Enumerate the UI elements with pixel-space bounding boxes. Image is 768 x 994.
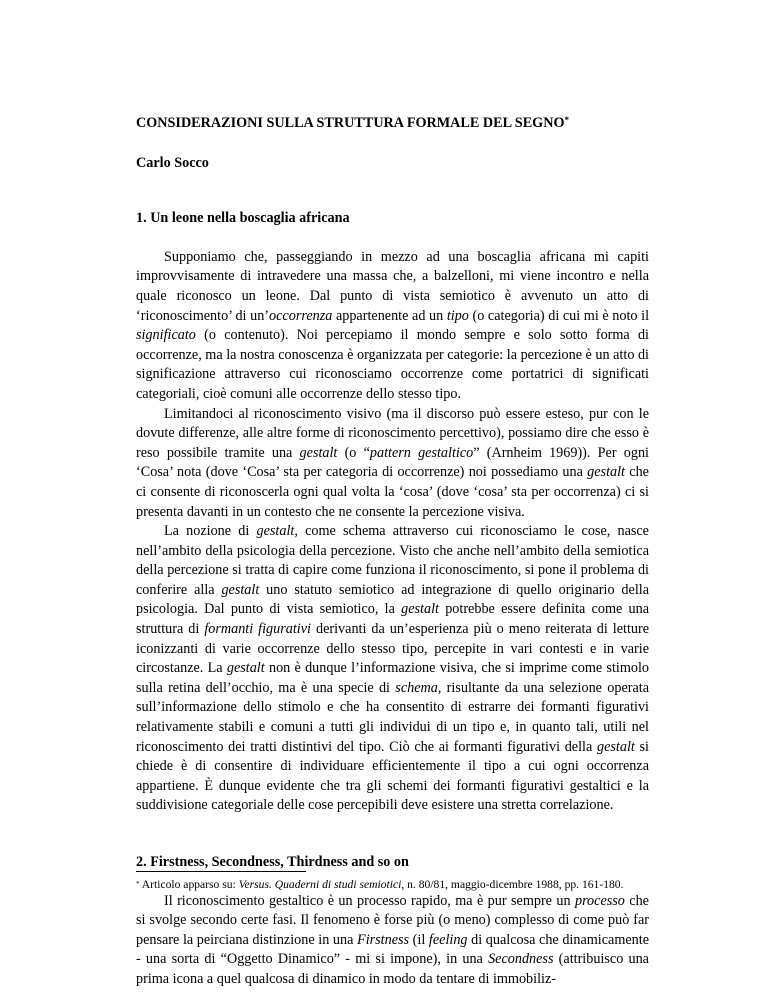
section-2-heading: 2. Firstness, Secondness, Thirdness and so on <box>136 854 409 870</box>
footnote: * Articolo apparso su: Versus. Quaderni di studi semiotici, n. 80/81, maggio-dicembre 1988, pp. 161-180. <box>136 878 624 891</box>
section-1-paragraph-3: La nozione di gestalt, come schema attraverso cui riconosciamo le cose, nasce nell’ambito della psicologia della percezione. Visto che anche nell’ambito della semiotica della percezione si tratta di capire come funziona il riconoscimento, si pone il problema di conferire alla gestalt uno statuto semiotico ad integrazione di quello originario della psicologia. Dal punto di vista semiotico, la gestalt potrebbe essere definita come una struttura di formanti figurativi derivanti da un’esperienza più o meno reiterata di letture iconizzanti di varie occorrenze dello stesso tipo, percepite in vari contesti e in varie circostanze. La gestalt non è dunque l’informazione visiva, che si imprime come stimolo sulla retina dell’occhio, ma è una specie di schema, risultante da una selezione operata sull’informazione dello stimolo e che ha consentito di estrarre dei formanti figurativi relativamente stabili e comuni a tutti gli individui di un tipo e, in quanto tali, utili nel riconoscimento dei tratti distintivi del tipo. Ciò che ai formanti figurativi della gestalt si chiede è di consentire di individuare efficientemente il tipo a cui ogni occorrenza appartiene. È dunque evidente che tra gli schemi dei formanti figurativi gestaltici e la suddivisione categoriale delle cose percepibili deve esistere una stretta correlazione. <box>136 523 650 814</box>
section-2-paragraph-1: Il riconoscimento gestaltico è un processo rapido, ma è pur sempre un processo che si svolge secondo certe fasi. Il fenomeno è forse più (o meno) complesso di come può far pensare la peirciana distinzione in una Firstness (il feeling di qualcosa che dinamicamente - una sorta di “Oggetto Dinamico” - mi si impone), in una Secondness (attribuisco una prima icona a quel qualcosa di dinamico in modo da tentare di immobiliz- <box>136 892 650 987</box>
section-1-paragraph-2: Limitandoci al riconoscimento visivo (ma il discorso può essere esteso, pur con le dovute differenze, alle altre forme di riconoscimento percettivo), possiamo dire che esso è reso possibile tramite una gestalt (o “pattern gestaltico” (Arnheim 1969)). Per ogni ‘Cosa’ nota (dove ‘Cosa’ sta per categoria di occorrenze) noi possediamo una gestalt che ci consente di riconoscerla ogni qual volta la ‘cosa’ (dove ‘cosa’ sta per occorrenza) ci si presenta davanti in un contesto che ne consente la percezione visiva. <box>136 405 649 520</box>
journal-title: Versus. Quaderni di studi semiotici <box>238 878 402 891</box>
article-title <box>136 114 649 134</box>
footnote-reference-mark[interactable]: * <box>564 115 569 125</box>
article-body <box>136 114 649 990</box>
footnote-mark: * <box>136 880 140 888</box>
footnote-divider <box>136 871 306 872</box>
author-name: Carlo Socco <box>136 154 209 171</box>
section-1-paragraph-1: Supponiamo che, passeggiando in mezzo ad una boscaglia africana mi capiti improvvisamente di intravedere una massa che, a balzelloni, mi viene incontro e nella quale riconosco un leone. Dal punto di vista semiotico è avvenuto un atto di ‘riconoscimento’ di un’occorrenza appartenente ad un tipo (o categoria) di cui mi è noto il significato (o contenuto). Noi percepiamo il mondo sempre e solo sotto forma di occorrenze, ma la nostra conoscenza è organizzata per categorie: la percezione è un atto di significazione attraverso cui riconosciamo occorrenze come portatrici di significati categoriali, cioè comuni alle occorrenze dello stesso tipo. <box>136 248 650 402</box>
article-title-text: CONSIDERAZIONI SULLA STRUTTURA FORMALE DEL SEGNO <box>136 115 565 131</box>
section-1-heading: 1. Un leone nella boscaglia africana <box>136 210 350 227</box>
